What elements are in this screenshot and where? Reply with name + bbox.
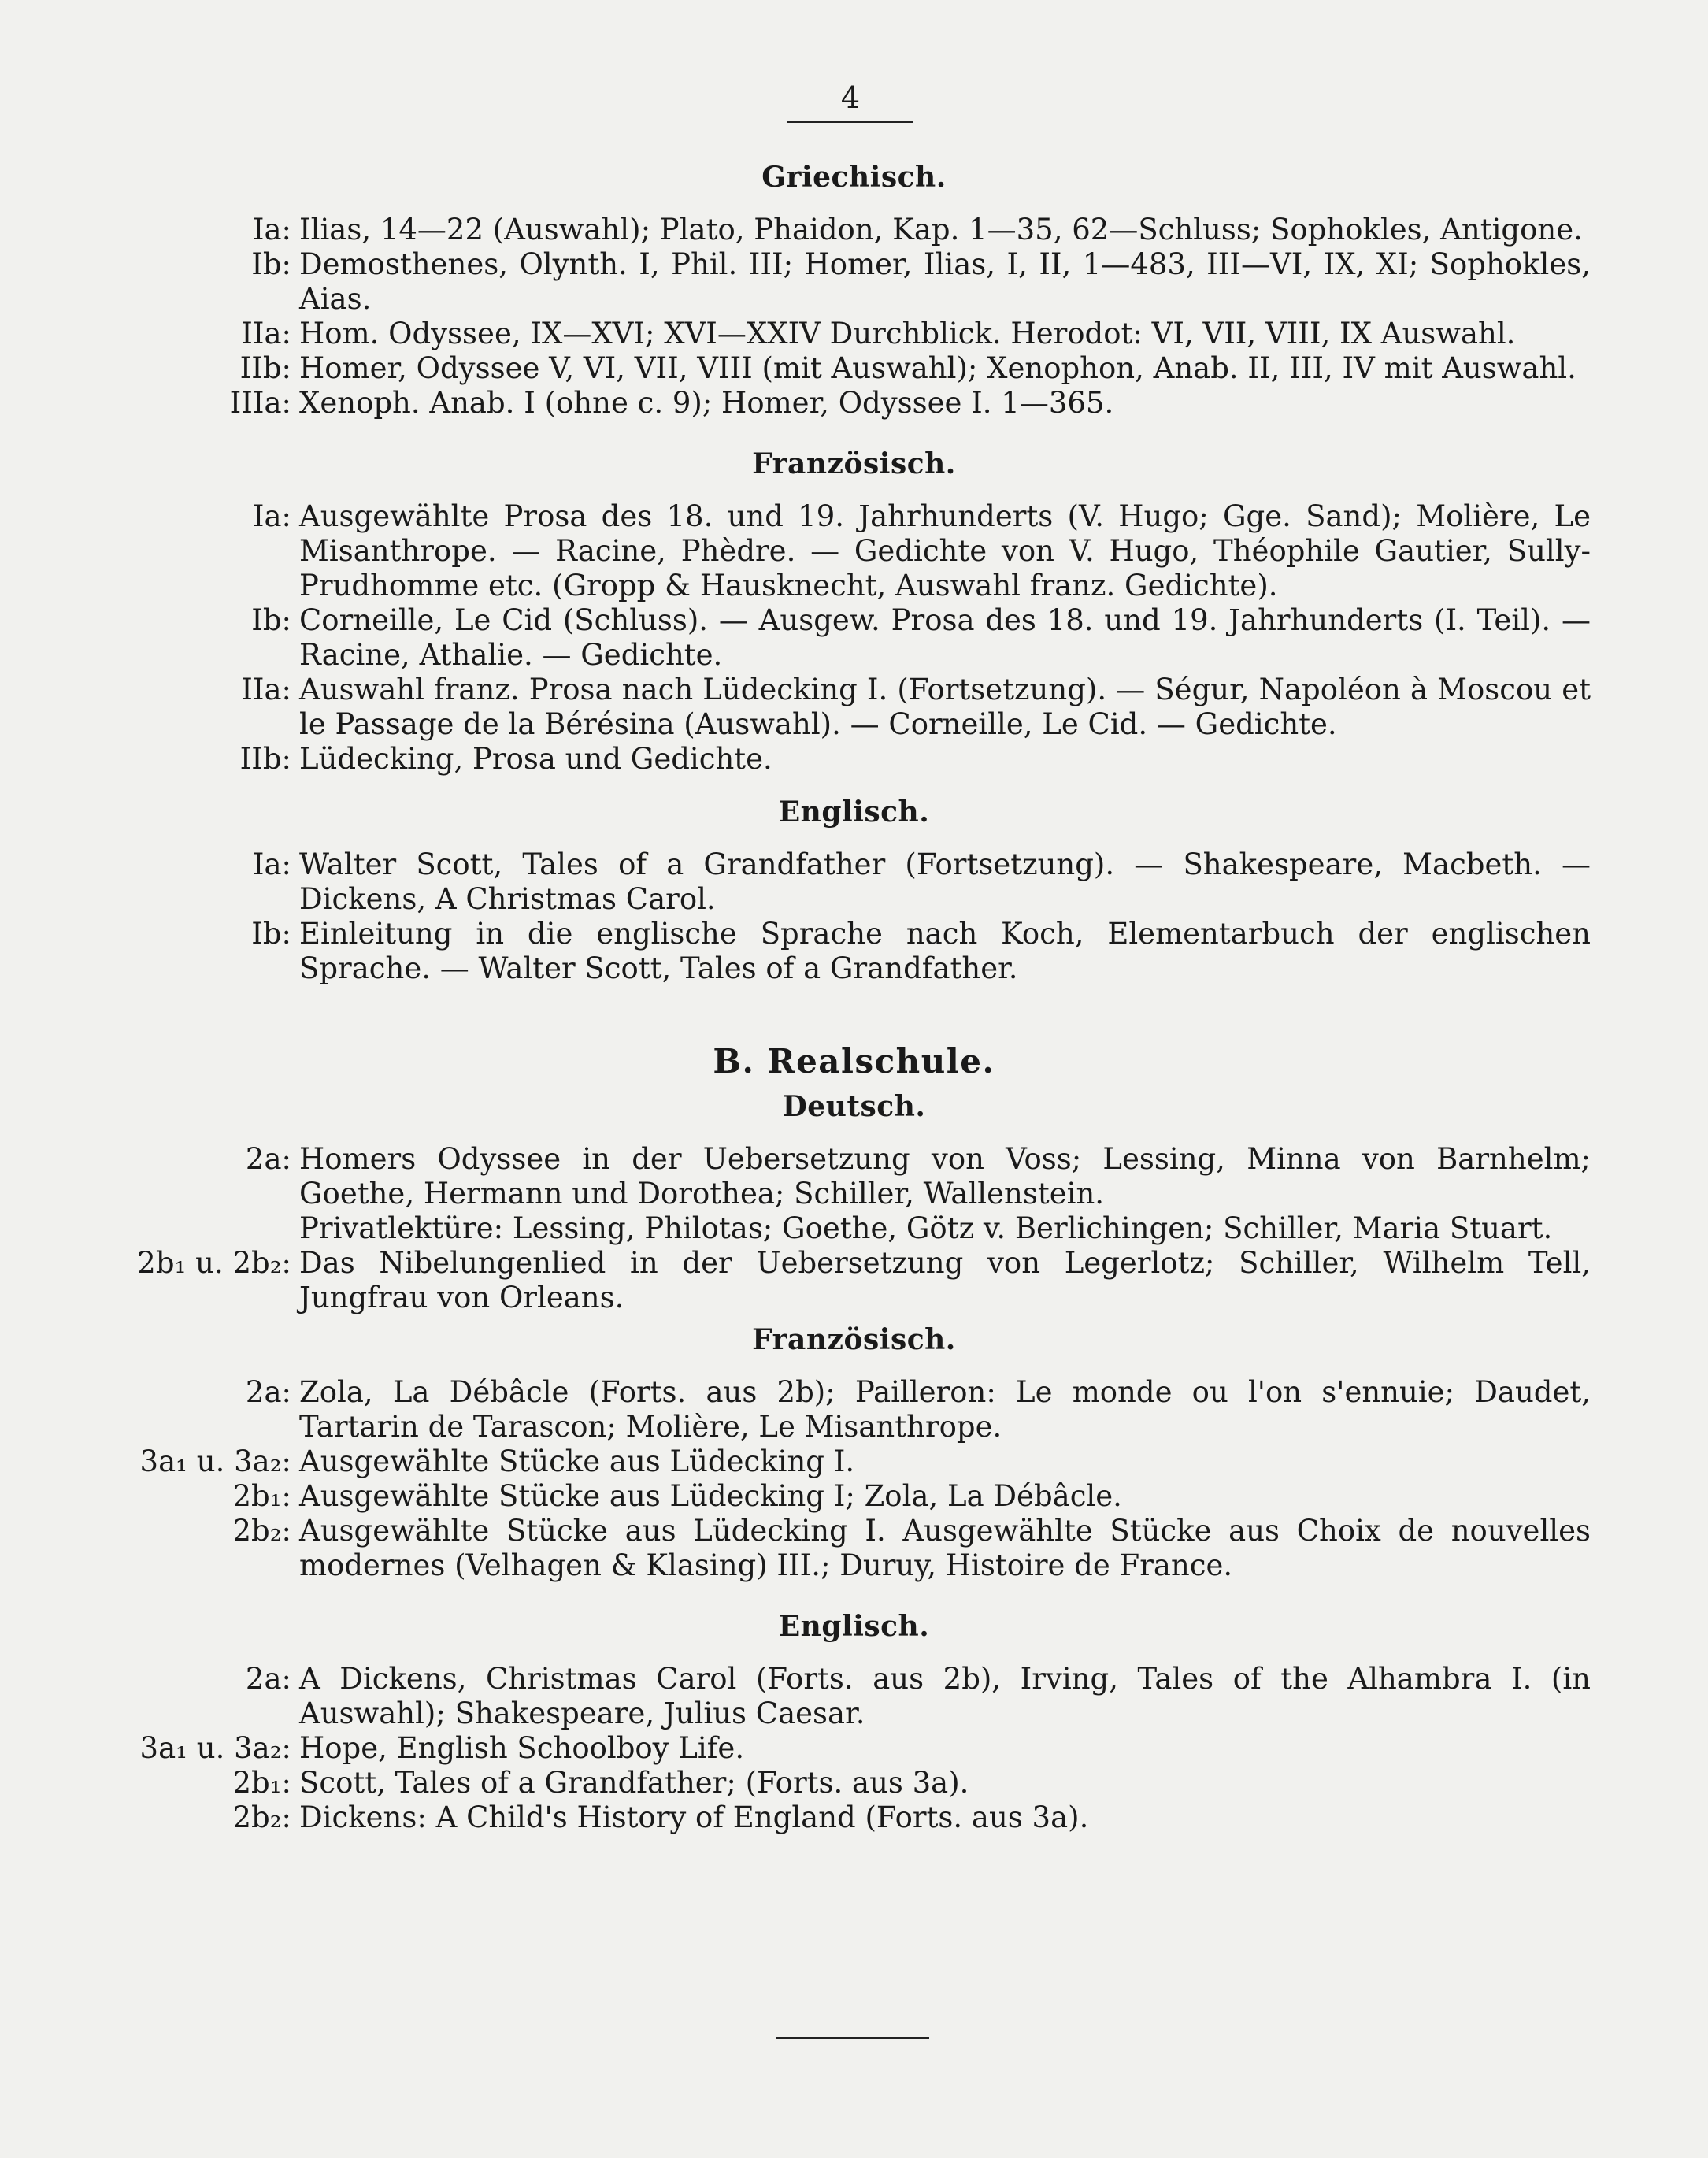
list-item xyxy=(0,247,1708,317)
list-item xyxy=(0,1766,1708,1800)
subsection-heading-englisch: Englisch. xyxy=(778,1610,930,1643)
class-label: 2b₁: xyxy=(232,1479,291,1513)
reading-text: Ilias, 14—22 (Auswahl); Plato, Phaidon, Kap. 1—35, 62—Schluss; Sophokles, Antigone. xyxy=(299,213,1583,247)
realschule-deutsch-list xyxy=(0,1142,1708,1315)
class-label: 2b₂: xyxy=(232,1514,291,1548)
list-item xyxy=(0,386,1708,421)
reading-text: Ausgewählte Prosa des 18. und 19. Jahrhunderts (V. Hugo; Gge. Sand); Molière, Le Misanthrope. — Racine, Phèdre. — Gedichte von V. Hugo, Théophile Gautier, Sully-Prudhomme etc. (Gropp & Hausknecht, Auswahl franz. Gedichte). xyxy=(299,499,1591,603)
realschule-franzoesisch-list xyxy=(0,1375,1708,1583)
reading-text: Hope, English Schoolboy Life. xyxy=(299,1731,745,1765)
list-item xyxy=(0,1662,1708,1731)
franzoesisch-list xyxy=(0,499,1708,777)
reading-text: Auswahl franz. Prosa nach Lüdecking I. (Fortsetzung). — Ségur, Napoléon à Moscou et le Passage de la Bérésina (Auswahl). — Corneille, Le Cid. — Gedichte. xyxy=(299,673,1591,741)
section-heading-franzoesisch: Französisch. xyxy=(752,447,956,480)
englisch-list xyxy=(0,847,1708,986)
reading-text: Scott, Tales of a Grandfather; (Forts. aus 3a). xyxy=(299,1766,969,1800)
class-label: Ib: xyxy=(251,603,291,637)
list-item xyxy=(0,1211,1708,1246)
griechisch-list xyxy=(0,213,1708,421)
list-item xyxy=(0,673,1708,742)
class-label: 3a₁ u. 3a₂: xyxy=(139,1731,291,1765)
reading-text: Das Nibelungenlied in der Uebersetzung von Legerlotz; Schiller, Wilhelm Tell, Jungfrau von Orleans. xyxy=(299,1246,1591,1314)
class-label: Ib: xyxy=(251,247,291,281)
reading-text: Corneille, Le Cid (Schluss). — Ausgew. Prosa des 18. und 19. Jahrhunderts (I. Teil). — Racine, Athalie. — Gedichte. xyxy=(299,603,1591,672)
subsection-heading-franzoesisch: Französisch. xyxy=(752,1323,956,1356)
section-heading-griechisch: Griechisch. xyxy=(761,161,947,194)
class-label: 2b₁: xyxy=(232,1766,291,1800)
class-label: 2a: xyxy=(245,1375,291,1409)
section-heading-realschule: B. Realschule. xyxy=(713,1042,995,1081)
class-label: IIa: xyxy=(241,317,291,350)
list-item xyxy=(0,213,1708,247)
reading-text: Dickens: A Child's History of England (Forts. aus 3a). xyxy=(299,1800,1089,1834)
list-item xyxy=(0,917,1708,986)
section-heading-englisch: Englisch. xyxy=(778,795,930,829)
class-label: Ia: xyxy=(252,213,291,247)
class-label: IIb: xyxy=(239,742,291,776)
list-item xyxy=(0,742,1708,777)
list-item xyxy=(0,1514,1708,1583)
reading-text: Demosthenes, Olynth. I, Phil. III; Homer, Ilias, I, II, 1—483, III—VI, IX, XI; Sophokles, Aias. xyxy=(299,247,1591,316)
list-item xyxy=(0,499,1708,603)
reading-text: Ausgewählte Stücke aus Lüdecking I; Zola, La Débâcle. xyxy=(299,1479,1122,1513)
class-label: Ib: xyxy=(251,917,291,951)
list-item xyxy=(0,1800,1708,1835)
reading-text: Privatlektüre: Lessing, Philotas; Goethe, Götz v. Berlichingen; Schiller, Maria Stuart. xyxy=(299,1211,1553,1245)
page-content xyxy=(0,159,1708,1835)
list-item xyxy=(0,1246,1708,1315)
class-label: 2a: xyxy=(245,1142,291,1176)
list-item xyxy=(0,847,1708,917)
list-item xyxy=(0,351,1708,386)
class-label: IIb: xyxy=(239,351,291,385)
class-label: Ia: xyxy=(252,499,291,533)
reading-text: Einleitung in die englische Sprache nach Koch, Elementarbuch der englischen Sprache. — Walter Scott, Tales of a Grandfather. xyxy=(299,917,1591,985)
class-label: 2a: xyxy=(245,1662,291,1696)
class-label: IIa: xyxy=(241,673,291,706)
list-item xyxy=(0,603,1708,673)
end-divider xyxy=(776,2037,929,2039)
realschule-englisch-list xyxy=(0,1662,1708,1835)
reading-text: Lüdecking, Prosa und Gedichte. xyxy=(299,742,772,776)
reading-text: Ausgewählte Stücke aus Lüdecking I. xyxy=(299,1444,855,1478)
reading-text: Walter Scott, Tales of a Grandfather (Fortsetzung). — Shakespeare, Macbeth. — Dickens, A Christmas Carol. xyxy=(299,847,1591,916)
page-number: 4 xyxy=(787,79,913,123)
reading-text: A Dickens, Christmas Carol (Forts. aus 2b), Irving, Tales of the Alhambra I. (in Auswahl); Shakespeare, Julius Caesar. xyxy=(299,1662,1591,1730)
subsection-heading-deutsch: Deutsch. xyxy=(782,1090,926,1123)
class-label xyxy=(0,1211,299,1246)
class-label: 2b₁ u. 2b₂: xyxy=(137,1246,291,1280)
list-item xyxy=(0,1479,1708,1514)
reading-text: Zola, La Débâcle (Forts. aus 2b); Pailleron: Le monde ou l'on s'ennuie; Daudet, Tartarin de Tarascon; Molière, Le Misanthrope. xyxy=(299,1375,1591,1444)
reading-text: Homer, Odyssee V, VI, VII, VIII (mit Auswahl); Xenophon, Anab. II, III, IV mit Auswahl. xyxy=(299,351,1576,385)
list-item xyxy=(0,317,1708,351)
reading-text: Homers Odyssee in der Uebersetzung von Voss; Lessing, Minna von Barnhelm; Goethe, Hermann und Dorothea; Schiller, Wallenstein. xyxy=(299,1142,1591,1211)
class-label: IIIa: xyxy=(229,386,291,420)
reading-text: Ausgewählte Stücke aus Lüdecking I. Ausgewählte Stücke aus Choix de nouvelles modernes (Velhagen & Klasing) III.; Duruy, Histoire de France. xyxy=(299,1514,1591,1582)
list-item xyxy=(0,1375,1708,1444)
class-label: 3a₁ u. 3a₂: xyxy=(139,1444,291,1478)
list-item xyxy=(0,1444,1708,1479)
reading-text: Hom. Odyssee, IX—XVI; XVI—XXIV Durchblick. Herodot: VI, VII, VIII, IX Auswahl. xyxy=(299,317,1516,350)
list-item xyxy=(0,1731,1708,1766)
class-label: Ia: xyxy=(252,847,291,881)
list-item xyxy=(0,1142,1708,1211)
class-label: 2b₂: xyxy=(232,1800,291,1834)
reading-text: Xenoph. Anab. I (ohne c. 9); Homer, Odyssee I. 1—365. xyxy=(299,386,1114,420)
